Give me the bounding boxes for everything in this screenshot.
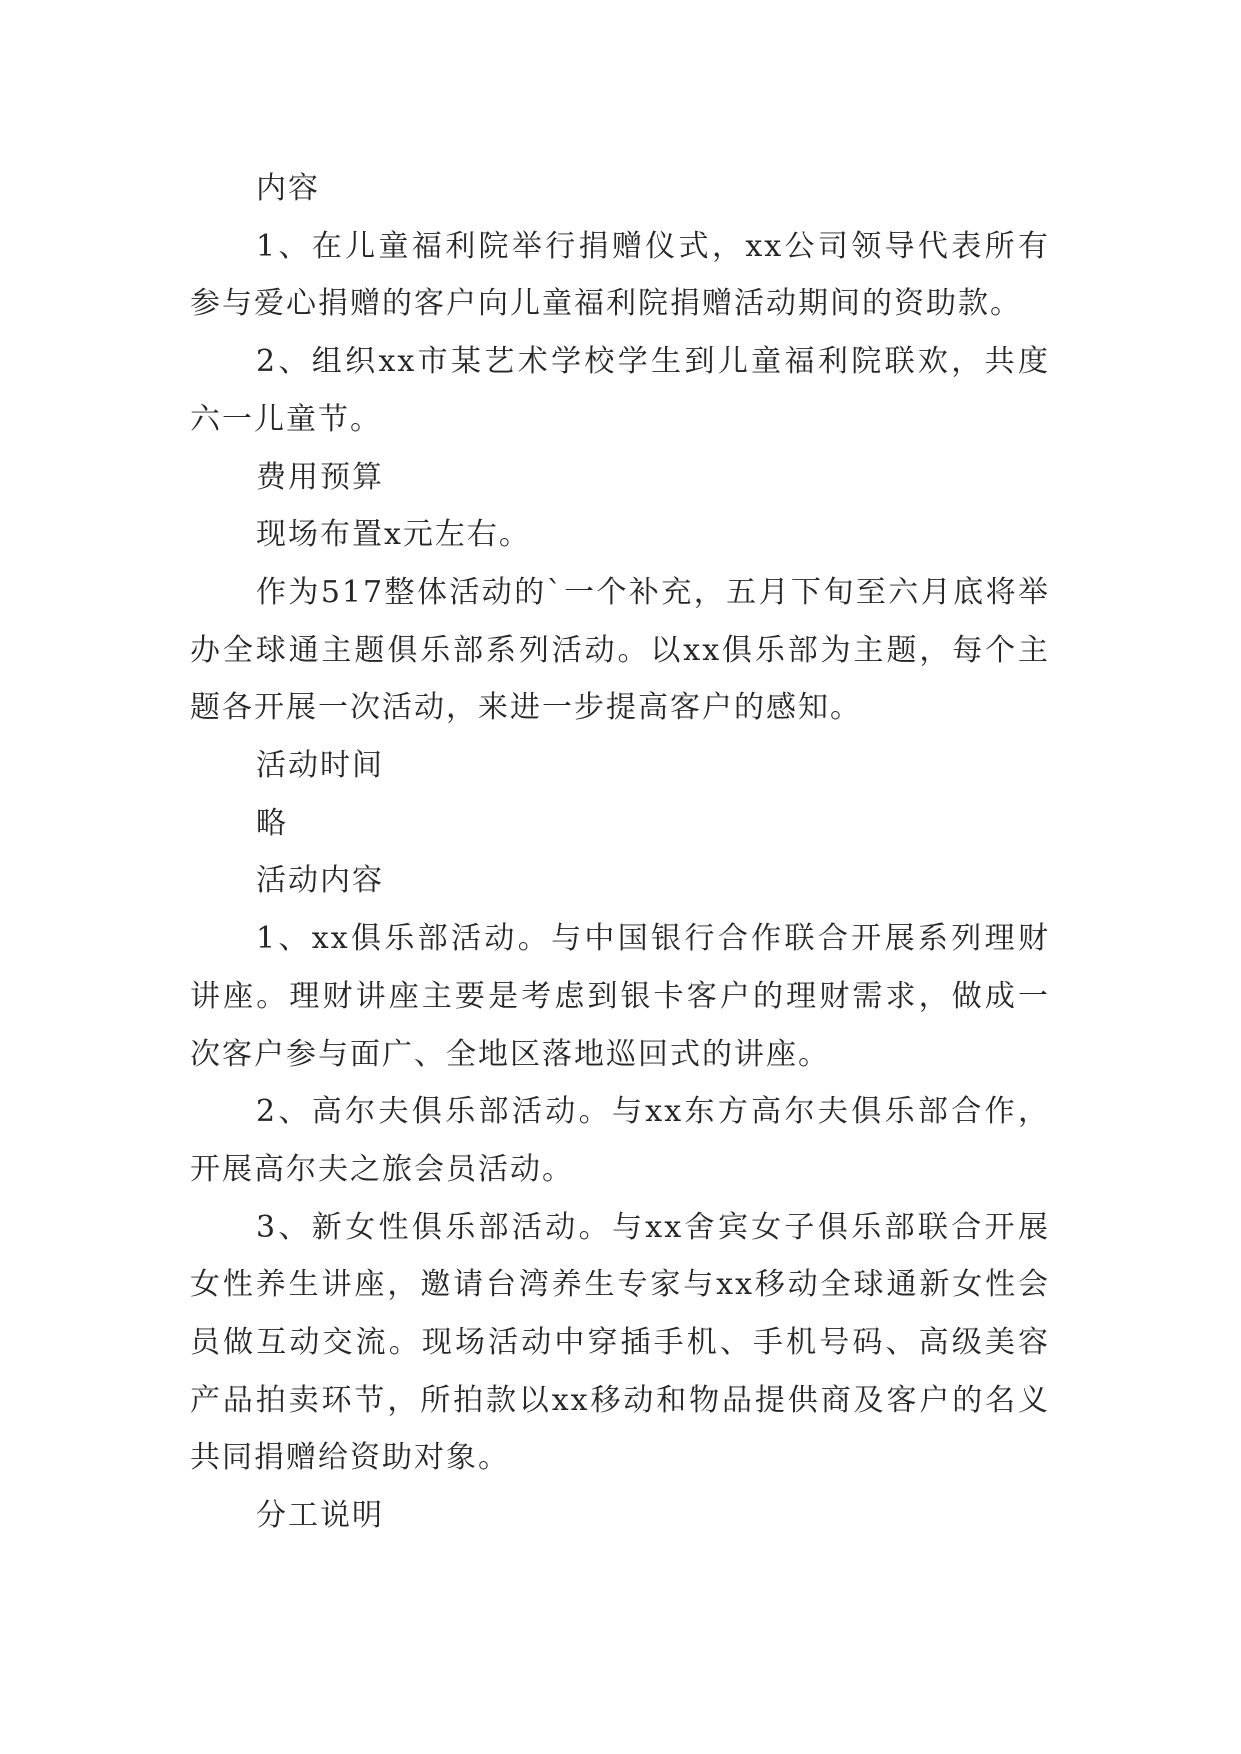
paragraph-club-series: 作为517整体活动的`一个补充，五月下旬至六月底将举办全球通主题俱乐部系列活动。以xx俱乐部为主题，每个主题各开展一次活动，来进一步提高客户的感知。: [190, 574, 1050, 726]
paragraph-student-performance: 2、组织xx市某艺术学校学生到儿童福利院联欢，共度六一儿童节。: [190, 344, 1050, 437]
section-heading-content: 内容: [256, 171, 320, 206]
section-heading-budget: 费用预算: [256, 459, 384, 495]
paragraph-venue-cost: 现场布置x元左右。: [256, 517, 531, 553]
section-heading-division: 分工说明: [256, 1498, 384, 1534]
paragraph-finance-club: 1、xx俱乐部活动。与中国银行合作联合开展系列理财讲座。理财讲座主要是考虑到银卡客户的理财需求，做成一次客户参与面广、全地区落地巡回式的讲座。: [190, 921, 1050, 1072]
document-body: [190, 160, 1050, 1545]
paragraph-time-omitted: 略: [256, 805, 288, 841]
paragraph-donation-ceremony: 1、在儿童福利院举行捐赠仪式，xx公司领导代表所有参与爱心捐赠的客户向儿童福利院捐赠活动期间的资助款。: [190, 228, 1050, 322]
paragraph-golf-club: 2、高尔夫俱乐部活动。与xx东方高尔夫俱乐部合作，开展高尔夫之旅会员活动。: [190, 1094, 1050, 1187]
section-heading-activity-content: 活动内容: [256, 863, 384, 899]
section-heading-time: 活动时间: [256, 748, 384, 784]
paragraph-women-club: 3、新女性俱乐部活动。与xx舍宾女子俱乐部联合开展女性养生讲座，邀请台湾养生专家与xx移动全球通新女性会员做互动交流。现场活动中穿插手机、手机号码、高级美容产品拍卖环节，所拍款以xx移动和物品提供商及客户的名义共同捐赠给资助对象。: [190, 1209, 1050, 1476]
